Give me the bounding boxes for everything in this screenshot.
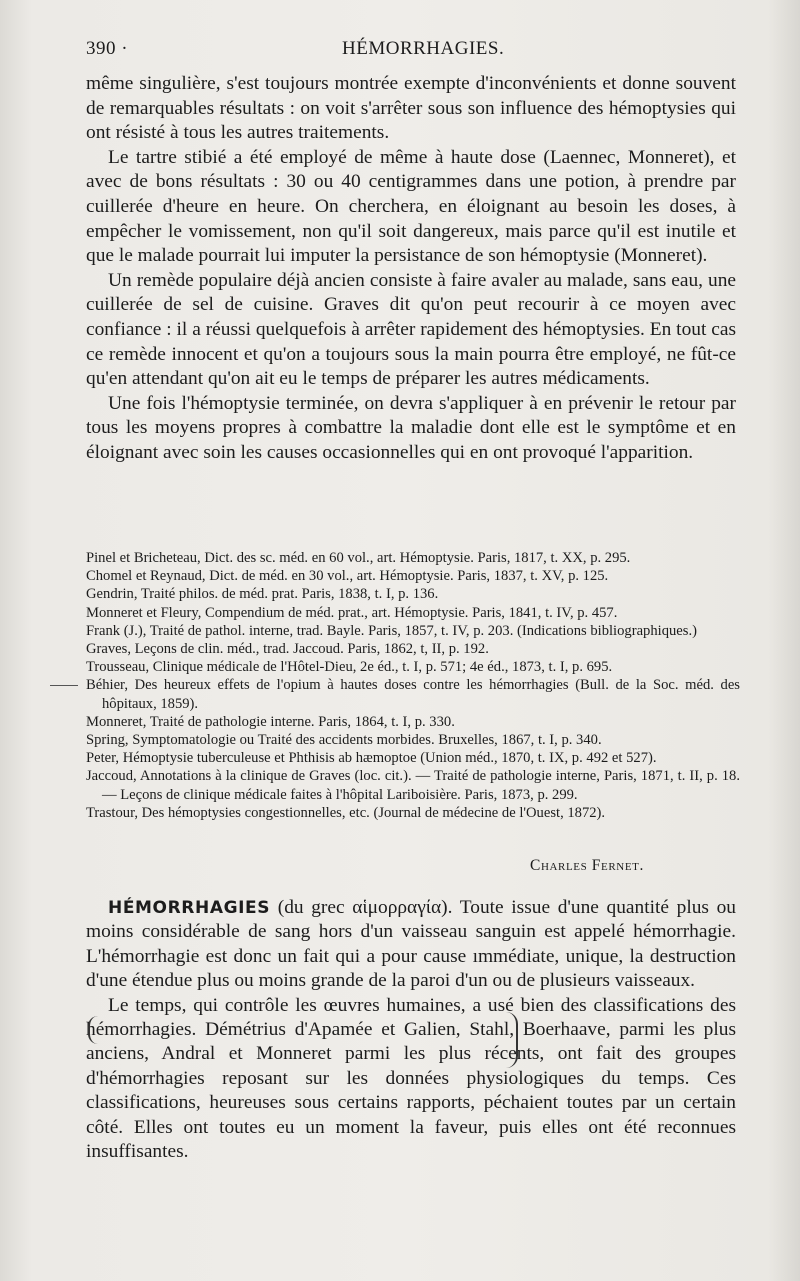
author-signature: Charles Fernet. bbox=[530, 857, 644, 874]
reference-item: Trastour, Des hémoptysies congestionnelles, etc. (Journal de médecine de l'Ouest, 1872). bbox=[86, 804, 606, 821]
article-first-paragraph bbox=[86, 896, 736, 994]
reference-item: Béhier, Des heureux effets de l'opium à hautes doses contre les hémorrhagies (Bull. de la Soc. méd. des hôpitaux, 1859). bbox=[86, 677, 740, 712]
reference-item: Frank (J.), Traité de pathol. interne, trad. Bayle. Paris, 1857, t. IV, p. 203. (Indications bibliographiques.) bbox=[86, 622, 697, 639]
reference-item: Pinel et Bricheteau, Dict. des sc. méd. en 60 vol., art. Hémoptysie. Paris, 1817, t. XX, p. 295. bbox=[86, 550, 631, 566]
paragraph-hemoptysie-terminee: Une fois l'hémoptysie terminée, on devra s'appliquer à en prévenir le retour par tous les moyens propres à combattre la maladie dont elle est le symptôme et en éloignant avec soin les causes occasionnelles qui en ont provoqué l'apparition. bbox=[86, 392, 736, 463]
reference-item: Peter, Hémoptysie tuberculeuse et Phthisis ab hæmoptoe (Union méd., 1870, t. IX, p. 492 et 527). bbox=[86, 750, 657, 767]
inline-bracket-mark bbox=[506, 1012, 518, 1068]
reference-item: Monneret et Fleury, Compendium de méd. prat., art. Hémoptysie. Paris, 1841, t. IV, p. 457. bbox=[86, 604, 618, 621]
article-second-paragraph: Le temps, qui contrôle les œuvres humaines, a usé bien des classifications des hémorrhagies. Démétrius d'Apamée et Galien, Stahl, Boerhaave, parmi les plus anciens, Andral et Monneret parmi les plus récents, ont fait des groupes d'hémorrhagies reposant sur les données physiologiques du temps. Ces classifications, heureuses sous certains rapports, péchaient toutes par un certain côté. Elles ont toutes eu un moment la faveur, puis elles ont été reconnues insuffisantes. bbox=[86, 994, 736, 1163]
article-intro-text: (du grec αἱμορραγία). Toute issue d'une quantité plus ou moins considérable de sang hors d'un vaisseau sanguin est appelé hémorrhagie. L'hémorrhagie est donc un fait qui a pour cause ımmédiate, unique, la destruction d'une étendue plus ou moins grande de la paroi d'un ou de plusieurs vaisseaux. bbox=[86, 897, 736, 992]
reference-item: Chomel et Reynaud, Dict. de méd. en 30 vol., art. Hémoptysie. Paris, 1837, t. XV, p. 125. bbox=[86, 568, 609, 585]
paragraph-remede-populaire: Un remède populaire déjà ancien consiste à faire avaler au malade, sans eau, une cuillerée de sel de cuisine. Graves dit qu'on peut recourir à ce moyen avec confiance : il a réussi quelquefois à arrêter rapidement des hémoptysies. En tout cas ce remède innocent et qu'on a toujours sous la main pourra être employé, ne fût-ce qu'en attendant qu'on ait eu le temps de préparer les autres médicaments. bbox=[86, 269, 736, 390]
article-headword: HÉMORRHAGIES bbox=[108, 898, 271, 918]
bibliography bbox=[86, 549, 740, 822]
reference-item: Gendrin, Traité philos. de méd. prat. Paris, 1838, t. I, p. 136. bbox=[86, 586, 439, 603]
main-text bbox=[86, 72, 736, 466]
reference-item: Jaccoud, Annotations à la clinique de Graves (loc. cit.). — Traité de pathologie interne, Paris, 1871, t. II, p. 18. — Leçons de clinique médicale faites à l'hôpital Lariboisière. Paris, 1873, p. 299. bbox=[86, 768, 740, 803]
paragraph-tartre-stibie: Le tartre stibié a été employé de même à haute dose (Laennec, Monneret), et avec de bons résultats : 30 ou 40 centigrammes dans une potion, à prendre par cuillerée d'heure en heure. On cherchera, en éloignant au besoin les doses, à empêcher le vomissement, non qu'il soit dangereux, mais parce qu'il est inutile et que le malade pourrait lui imputer la persistance de son hémoptysie (Monneret). bbox=[86, 146, 736, 267]
reference-item: Spring, Symptomatologie ou Traité des accidents morbides. Bruxelles, 1867, t. I, p. 340. bbox=[86, 732, 602, 749]
margin-bracket-mark bbox=[88, 1016, 100, 1044]
margin-pencil-mark bbox=[50, 685, 78, 686]
page-number: 390 · bbox=[86, 38, 129, 59]
article-hemorrhagies bbox=[86, 896, 736, 1164]
reference-item: Trousseau, Clinique médicale de l'Hôtel-Dieu, 2e éd., t. I, p. 571; 4e éd., 1873, t. I, p. 695. bbox=[86, 659, 613, 676]
paragraph-continuation: même singulière, s'est toujours montrée exempte d'inconvénients et donne souvent de remarquables résultats : on voit s'arrêter sous son influence des hémoptysies qui ont résisté à tous les autres traitements. bbox=[86, 73, 736, 144]
reference-item: Graves, Leçons de clin. méd., trad. Jaccoud. Paris, 1862, t, II, p. 192. bbox=[86, 641, 489, 658]
reference-item: Monneret, Traité de pathologie interne. Paris, 1864, t. I, p. 330. bbox=[86, 713, 455, 730]
running-title: HÉMORRHAGIES. bbox=[342, 38, 505, 59]
